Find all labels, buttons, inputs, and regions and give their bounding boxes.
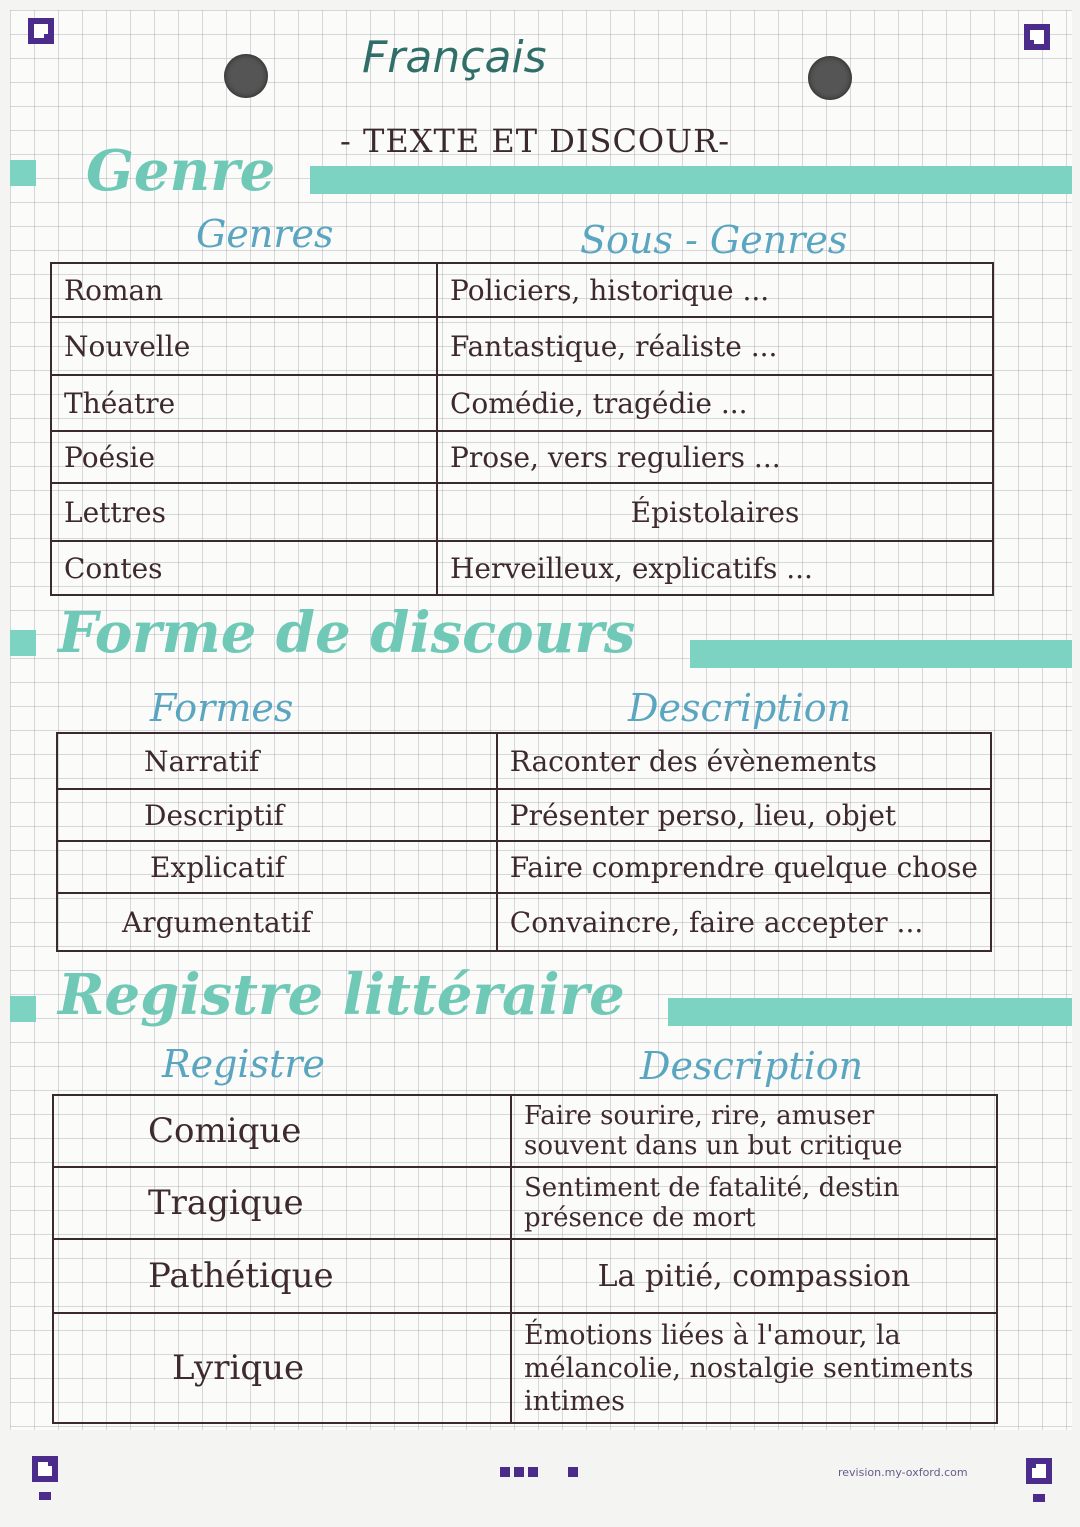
punch-hole: [224, 54, 268, 98]
form-cell: Argumentatif: [57, 893, 497, 951]
page-dot: [500, 1467, 510, 1477]
subgenre-cell: Épistolaires: [437, 483, 993, 541]
table-row: [51, 375, 993, 431]
table-row: [51, 483, 993, 541]
page-dot: [568, 1467, 578, 1477]
corner-dash-icon: [1033, 1494, 1045, 1502]
column-header: Registre: [162, 1042, 326, 1086]
register-cell: Lyrique: [53, 1313, 511, 1423]
genre-cell: Lettres: [51, 483, 437, 541]
subgenre-cell: Comédie, tragédie ...: [437, 375, 993, 431]
corner-dash-icon: [39, 1492, 51, 1500]
description-cell: Convaincre, faire accepter ...: [497, 893, 991, 951]
corner-logo-icon: [1026, 1458, 1052, 1484]
table-row: [53, 1095, 997, 1167]
punch-hole: [808, 56, 852, 100]
footer-site: revision.my-oxford.com: [838, 1466, 968, 1479]
section-band: [668, 998, 1072, 1026]
section-marker: [10, 996, 36, 1022]
form-cell: Explicatif: [57, 841, 497, 893]
table-row: [57, 789, 991, 841]
page-subtitle: - TEXTE ET DISCOUR-: [340, 122, 731, 160]
section-band: [310, 166, 1072, 194]
description-cell: Raconter des évènements: [497, 733, 991, 789]
section-title: Forme de discours: [58, 600, 636, 666]
description-cell: Émotions liées à l'amour, la mélancolie, nostalgie sentiments intimes: [511, 1313, 997, 1423]
description-cell: Faire sourire, rire, amuser souvent dans un but critique: [511, 1095, 997, 1167]
table-row: [57, 893, 991, 951]
genre-cell: Théatre: [51, 375, 437, 431]
subgenre-cell: Fantastique, réaliste ...: [437, 317, 993, 375]
column-header: Sous - Genres: [580, 218, 848, 262]
table-row: [57, 733, 991, 789]
register-cell: Tragique: [53, 1167, 511, 1239]
form-cell: Narratif: [57, 733, 497, 789]
column-header: Formes: [150, 686, 294, 730]
genre-cell: Roman: [51, 263, 437, 317]
table-row: [51, 263, 993, 317]
column-header: Description: [640, 1044, 864, 1088]
corner-logo-icon: [32, 1456, 58, 1482]
column-header: Genres: [196, 212, 334, 256]
table-row: [51, 317, 993, 375]
register-cell: Comique: [53, 1095, 511, 1167]
section-title: Genre: [86, 138, 276, 204]
corner-logo-icon: [1024, 24, 1050, 50]
page-dot: [514, 1467, 524, 1477]
table-row: [53, 1167, 997, 1239]
discourse-table: [56, 732, 992, 952]
corner-logo-icon: [28, 18, 54, 44]
subgenre-cell: Herveilleux, explicatifs ...: [437, 541, 993, 595]
section-marker: [10, 160, 36, 186]
column-header: Description: [628, 686, 852, 730]
subgenre-cell: Policiers, historique ...: [437, 263, 993, 317]
genre-cell: Nouvelle: [51, 317, 437, 375]
page-indicator: [500, 1462, 590, 1472]
description-cell: Sentiment de fatalité, destin présence de mort: [511, 1167, 997, 1239]
genre-cell: Poésie: [51, 431, 437, 483]
table-row: [53, 1239, 997, 1313]
form-cell: Descriptif: [57, 789, 497, 841]
genre-table: [50, 262, 994, 596]
section-title: Registre littéraire: [58, 962, 625, 1028]
register-cell: Pathétique: [53, 1239, 511, 1313]
description-cell: Faire comprendre quelque chose: [497, 841, 991, 893]
table-row: [51, 541, 993, 595]
register-table: [52, 1094, 998, 1424]
description-cell: Présenter perso, lieu, objet: [497, 789, 991, 841]
description-cell: La pitié, compassion: [511, 1239, 997, 1313]
subgenre-cell: Prose, vers reguliers ...: [437, 431, 993, 483]
section-marker: [10, 630, 36, 656]
section-band: [690, 640, 1072, 668]
table-row: [53, 1313, 997, 1423]
page-dot: [528, 1467, 538, 1477]
genre-cell: Contes: [51, 541, 437, 595]
table-row: [51, 431, 993, 483]
page-title: Français: [362, 32, 547, 83]
table-row: [57, 841, 991, 893]
